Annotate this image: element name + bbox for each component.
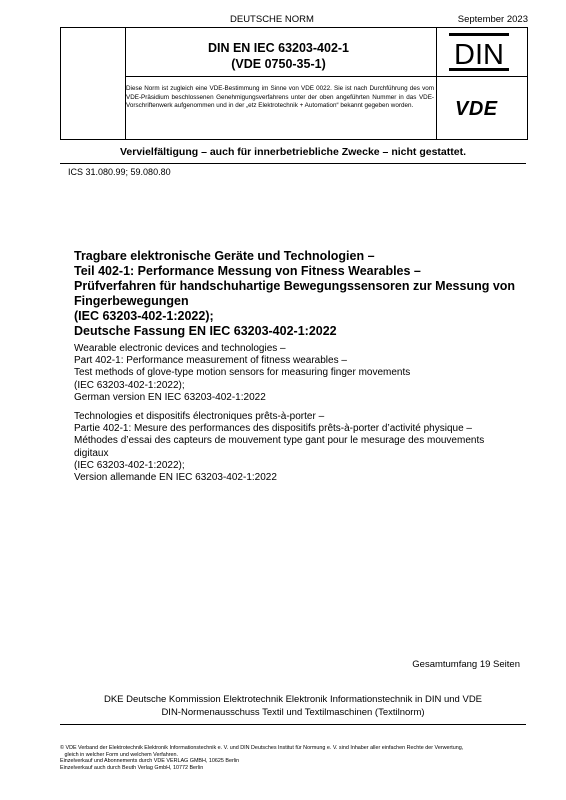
title-french xyxy=(74,411,544,484)
publisher-committee xyxy=(60,694,526,719)
title-de-line: Tragbare elektronische Geräte und Technologien – xyxy=(74,249,375,263)
frame-divider-horizontal xyxy=(125,76,527,77)
din-logo-text: DIN xyxy=(454,39,504,71)
title-en-line: (IEC 63203-402-1:2022); xyxy=(74,379,185,391)
title-fr-line: Technologies et dispositifs électroniques prêts-à-porter – xyxy=(74,411,325,422)
title-de-line: Deutsche Fassung EN IEC 63203-402-1:2022 xyxy=(74,324,337,338)
title-de-line: Teil 402-1: Performance Messung von Fitness Wearables – xyxy=(74,264,421,278)
footer-line: Einzelverkauf auch durch Beuth Verlag GmbH, 10772 Berlin xyxy=(60,765,204,772)
title-en-line: Test methods of glove-type motion sensors for measuring finger movements xyxy=(74,367,411,379)
title-de-line: (IEC 63203-402-1:2022); xyxy=(74,309,214,323)
publisher-line1: DKE Deutsche Kommission Elektrotechnik Elektronik Informationstechnik in DIN und VDE xyxy=(103,694,483,705)
publication-date: September 2023 xyxy=(457,14,528,25)
vde-notice: Diese Norm ist zugleich eine VDE-Bestimmung im Sinne von VDE 0022. Sie ist nach Durchführung des vom VDE-Präsidium beschlossenen Genehmigungsverfahrens unter der oben angeführten Nummer in das VDE-Vorschriftenwerk aufgenommen und in der „etz Elektrotechnik + Automation“ bekannt gegeben worden. xyxy=(126,85,434,110)
title-english xyxy=(74,343,544,404)
title-en-line: Part 402-1: Performance measurement of fitness wearables – xyxy=(74,355,347,367)
title-de-line: Fingerbewegungen xyxy=(74,294,189,308)
title-german xyxy=(74,249,544,339)
standard-number xyxy=(126,40,431,72)
total-pages: Gesamtumfang 19 Seiten xyxy=(412,659,520,670)
din-logo xyxy=(448,32,510,72)
title-fr-line: Version allemande EN IEC 63203-402-1:2022 xyxy=(74,472,277,484)
vde-logo: VDE xyxy=(455,98,498,120)
standard-number-line2: (VDE 0750-35-1) xyxy=(231,57,326,71)
title-fr-line: digitaux xyxy=(74,447,109,459)
copyright-footer xyxy=(60,745,530,772)
reproduction-notice: Vervielfältigung – auch für innerbetriebliche Zwecke – nicht gestattet. xyxy=(119,146,466,158)
title-fr-line: (IEC 63203-402-1:2022); xyxy=(74,459,185,471)
reproduction-divider xyxy=(60,163,526,164)
ics-codes: ICS 31.080.99; 59.080.80 xyxy=(68,167,171,177)
title-fr-line: Partie 402-1: Mesure des performances des dispositifs prêts-à-porter d’activité physique – xyxy=(74,423,472,435)
document-type-header: DEUTSCHE NORM xyxy=(230,14,314,25)
footer-divider xyxy=(60,724,526,725)
footer-line: gleich in welcher Form und welchem Verfahren. xyxy=(60,751,179,758)
title-de-line: Prüfverfahren für handschuhartige Bewegungssensoren zur Messung von xyxy=(74,279,516,293)
title-en-line: German version EN IEC 63203-402-1:2022 xyxy=(74,391,266,403)
publisher-line2: DIN-Normenausschuss Textil und Textilmaschinen (Textilnorm) xyxy=(161,706,425,718)
footer-line: © VDE Verband der Elektrotechnik Elektronik Informationstechnik e. V. und DIN Deutsches Institut für Normung e. V. sind Inhaber aller einfachen Rechte der Verwertung, xyxy=(60,745,464,751)
standard-number-line1: DIN EN IEC 63203-402-1 xyxy=(207,41,350,55)
title-fr-line: Méthodes d’essai des capteurs de mouvement type gant pour le mesurage des mouvements xyxy=(74,435,485,447)
footer-line: Einzelverkauf und Abonnements durch VDE VERLAG GMBH, 10625 Berlin xyxy=(60,758,240,765)
title-en-line: Wearable electronic devices and technologies – xyxy=(74,343,286,354)
frame-divider-right xyxy=(436,28,437,139)
